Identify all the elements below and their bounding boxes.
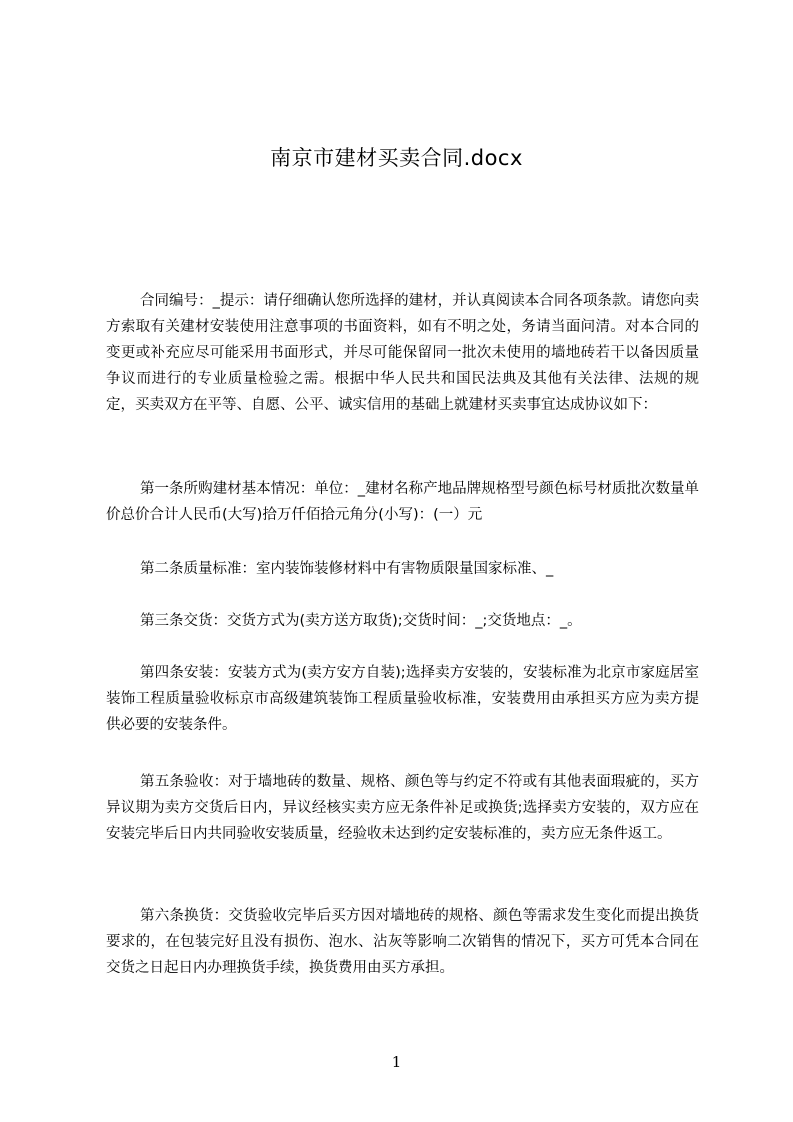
paragraph-article-3: 第三条交货：交货方式为(卖方送方取货);交货时间：_;交货地点：_。 xyxy=(140,613,582,629)
paragraph-article-5: 第五条验收：对于墙地砖的数量、规格、颜色等与约定不符或有其他表面瑕疵的，买方异议期为卖方交货后日内，异议经核实卖方应无条件补足或换货;选择卖方安装的，双方应在安装完毕后日内共同验收安装质量，经验收未达到约定安装标准的，卖方应无条件返工。 xyxy=(106,774,699,842)
paragraph-article-1: 第一条所购建材基本情况：单位：_建材名称产地品牌规格型号颜色标号材质批次数量单价总价合计人民币(大写)拾万仟佰拾元角分(小写)：(一）元 xyxy=(106,481,699,523)
paragraph-article-2: 第二条质量标准：室内装饰装修材料中有害物质限量国家标准、_ xyxy=(140,561,554,577)
paragraph-article-4: 第四条安装：安装方式为(卖方安方自装);选择卖方安装的，安装标准为北京市家庭居室装饰工程质量验收标京市高级建筑装饰工程质量验收标准，安装费用由承担买方应为卖方提供必要的安装条件。 xyxy=(106,665,699,733)
document-title: 南京市建材买卖合同.docx xyxy=(270,146,523,170)
paragraph-preamble: 合同编号：_提示：请仔细确认您所选择的建材，并认真阅读本合同各项条款。请您向卖方索取有关建材安装使用注意事项的书面资料，如有不明之处，务请当面问清。对本合同的变更或补充应尽可能采用书面形式，并尽可能保留同一批次未使用的墙地砖若干以备因质量争议而进行的专业质量检验之需。根据中华人民共和国民法典及其他有关法律、法规的规定，买卖双方在平等、自愿、公平、诚实信用的基础上就建材买卖事宜达成协议如下： xyxy=(106,293,699,413)
page-number: 1 xyxy=(391,1053,402,1071)
paragraph-article-6: 第六条换货：交货验收完毕后买方因对墙地砖的规格、颜色等需求发生变化而提出换货要求的，在包装完好且没有损伤、泡水、沾灰等影响二次销售的情况下，买方可凭本合同在交货之日起日内办理换货手续，换货费用由买方承担。 xyxy=(106,908,699,976)
